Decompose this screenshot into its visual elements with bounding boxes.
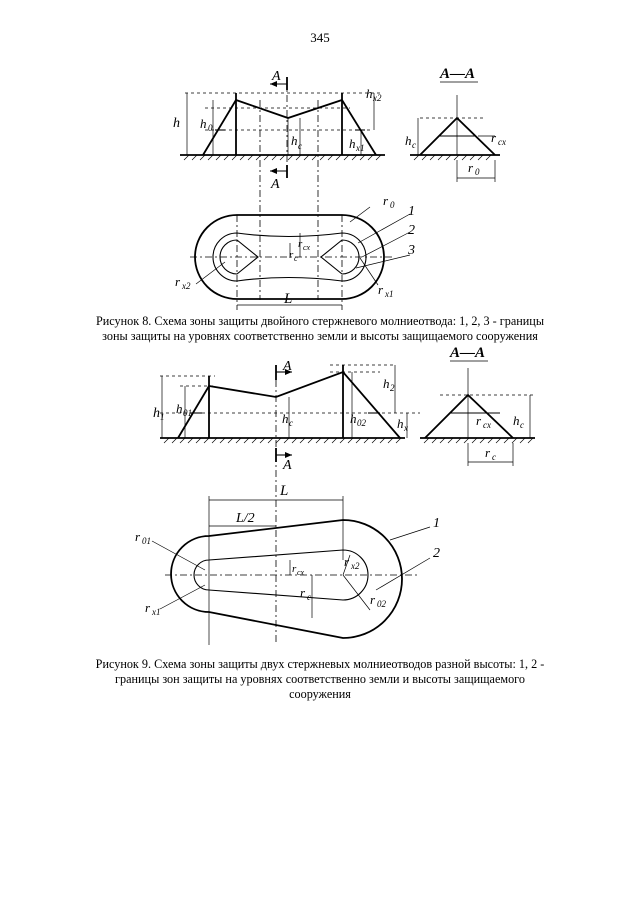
cut-marker-top-9 xyxy=(276,359,292,380)
cut-label-top: A xyxy=(272,69,281,84)
plan-rc: r xyxy=(289,249,294,261)
plan-r02-9: r xyxy=(370,592,376,607)
section-rcx-9: r xyxy=(476,413,482,428)
cut-marker-bottom-9 xyxy=(276,448,292,473)
plan-r02-9-sub: 02 xyxy=(377,599,386,609)
plan-r0-sub: 0 xyxy=(390,200,395,210)
plan-rcx: r xyxy=(298,238,303,250)
cut-marker-top xyxy=(270,69,287,90)
label-hx2-sub: x2 xyxy=(373,93,382,103)
label-hx1-sub: x1 xyxy=(356,143,365,153)
label-h02-sub: 02 xyxy=(357,418,366,428)
label-h2-sub: 2 xyxy=(390,383,395,393)
section-hc-sub: c xyxy=(412,140,416,150)
ground-line xyxy=(180,155,500,160)
plan-rx1: r xyxy=(378,282,384,297)
figure-9-drawing xyxy=(0,345,640,645)
plan-r01-9: r xyxy=(135,529,141,544)
plan-r01-9-sub: 01 xyxy=(142,536,151,546)
label-h1: h xyxy=(153,406,160,421)
label-h01: h xyxy=(176,401,183,416)
plan-rx2-9: r xyxy=(344,554,350,569)
plan-n2: 2 xyxy=(408,223,415,238)
section-hc-9: h xyxy=(513,413,520,428)
plan-rcx-9-sub: cx xyxy=(297,568,305,577)
plan-rx2-9-sub: x2 xyxy=(351,561,360,571)
section-hc-9-sub: c xyxy=(520,420,524,430)
figure-8-caption: Рисунок 8. Схема зоны защиты двойного стержневого молниеотвода: 1, 2, 3 - границы зоны защиты на уровнях соответственно земли и высоты защищаемого сооружения xyxy=(95,314,545,343)
label-hx: h xyxy=(397,416,404,431)
section-hc: h xyxy=(405,133,412,148)
plan-rc-9: r xyxy=(300,585,306,600)
label-hc-9: h xyxy=(282,411,289,426)
cut-marker-bottom xyxy=(270,165,287,192)
plan-L: L xyxy=(284,291,293,307)
plan-n3: 3 xyxy=(408,243,415,258)
cut-label-bottom: A xyxy=(271,177,280,192)
cut-label-top-9: A xyxy=(283,359,292,374)
ground-line-9 xyxy=(160,438,535,443)
section-rcx-sub: cx xyxy=(498,137,506,147)
plan-rx1-9: r xyxy=(145,600,151,615)
cut-label-bottom-9: A xyxy=(283,458,292,473)
figure-8-drawing xyxy=(0,55,640,355)
section-r0-sub: 0 xyxy=(475,167,480,177)
plan-rx2: r xyxy=(175,274,181,289)
section-rcx-9-sub: cx xyxy=(483,420,491,430)
label-h1-sub: 1 xyxy=(160,412,165,422)
label-hx1: h xyxy=(349,136,356,151)
page-number: 345 xyxy=(310,30,330,45)
section-rc-9-sub: c xyxy=(492,452,496,462)
plan-rcx-sub: cx xyxy=(303,243,311,252)
plan-n1: 1 xyxy=(408,204,415,219)
label-hc-9-sub: c xyxy=(289,418,293,428)
section-label-9: A—A xyxy=(450,345,486,361)
label-hc-sub: c xyxy=(298,141,302,151)
plan-rcx-9: r xyxy=(292,563,297,575)
plan-rx1-9-sub: x1 xyxy=(152,607,161,617)
plan-n2-9: 2 xyxy=(433,546,440,561)
label-h02: h xyxy=(350,411,357,426)
label-hx2: h xyxy=(366,86,373,101)
label-h0-sub: 0 xyxy=(208,123,213,133)
label-hc: h xyxy=(291,133,298,148)
plan-rc-sub: c xyxy=(294,254,298,263)
section-label: A—A xyxy=(440,66,476,82)
plan-L-9: L xyxy=(280,483,289,499)
section-zone-9 xyxy=(425,395,513,438)
plan-L2-9: L/2 xyxy=(236,511,255,526)
label-h0: h xyxy=(200,116,207,131)
plan-rx1-sub: x1 xyxy=(385,289,394,299)
plan-rx2-sub: x2 xyxy=(182,281,191,291)
label-h01-sub: 01 xyxy=(183,408,192,418)
plan-n1-9: 1 xyxy=(433,516,440,531)
section-r0: r xyxy=(468,160,474,175)
plan-r0: r xyxy=(383,193,389,208)
section-rc-9: r xyxy=(485,445,491,460)
figure-9-caption: Рисунок 9. Схема зоны защиты двух стержневых молниеотводов разной высоты: 1, 2 - границы зон защиты на уровнях соответственно земли и высоты защищаемого сооружения xyxy=(95,657,545,701)
section-rcx: r xyxy=(491,130,497,145)
plan-rc-9-sub: c xyxy=(307,592,311,602)
label-hx-sub: x xyxy=(404,423,408,433)
label-h2: h xyxy=(383,376,390,391)
label-h: h xyxy=(173,116,180,131)
